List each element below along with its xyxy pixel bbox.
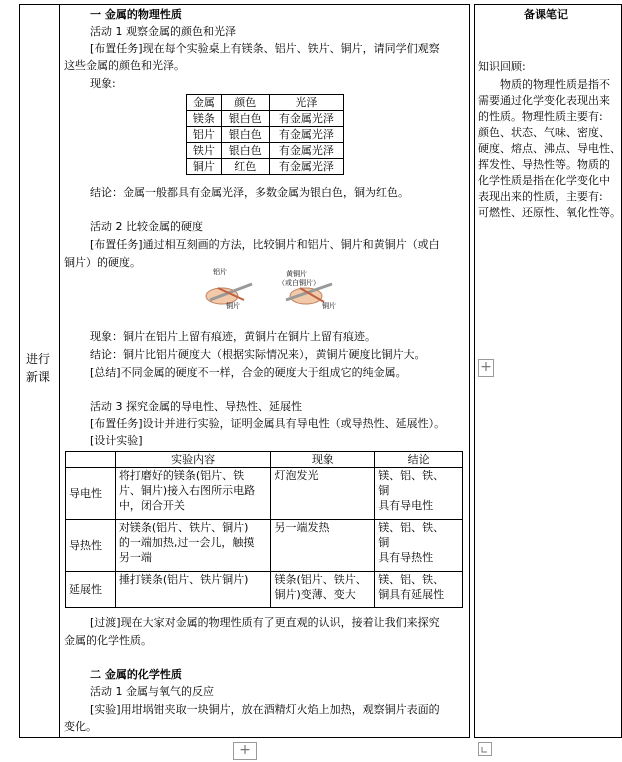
notes-line: 硬度、熔点、沸点、导电性、 bbox=[478, 142, 621, 155]
resize-handle-icon[interactable] bbox=[478, 742, 492, 756]
cell-line: 的一端加热,过一会儿，触摸 bbox=[118, 536, 255, 549]
table-header-row bbox=[187, 95, 344, 111]
activity1-task-cont: 这些金属的颜色和光泽。 bbox=[64, 59, 185, 72]
cell-line: 铜 bbox=[378, 536, 390, 549]
cell-line: 中，闭合开关 bbox=[118, 499, 185, 512]
table-row bbox=[66, 572, 463, 608]
phenomenon-label: 现象: bbox=[90, 77, 116, 90]
table-row bbox=[187, 111, 344, 127]
cell-line: 镁条(铝片、铁片、 bbox=[274, 573, 367, 586]
transition-text: [过渡]现在大家对金属的物理性质有了更直观的认识，接着让我们来探究 bbox=[90, 616, 440, 629]
activity3-design: [设计实验] bbox=[90, 434, 143, 447]
table-cell: 银白色 bbox=[221, 111, 269, 127]
cell-line: 铜片)变薄、变大 bbox=[274, 588, 356, 601]
table-cell bbox=[271, 520, 375, 572]
table-header: 实验内容 bbox=[115, 452, 271, 468]
figure-label-aluminum: 铝片 bbox=[213, 268, 227, 276]
table-cell: 镁条 bbox=[187, 111, 222, 127]
property-name: 延展性 bbox=[66, 572, 116, 608]
table-cell: 铜片 bbox=[187, 159, 222, 175]
activity1-title: 活动 1 观察金属的颜色和光泽 bbox=[90, 25, 236, 38]
activity2-conclusion: 结论：铜片比铝片硬度大（根据实际情况来），黄铜片硬度比铜片大。 bbox=[90, 348, 426, 361]
table-cell: 有金属光泽 bbox=[269, 127, 343, 143]
activity3-task: [布置任务]设计并进行实验，证明金属具有导电性（或导热性、延展性）。 bbox=[90, 417, 446, 430]
notes-line: 颜色、状态、气味、密度、 bbox=[478, 126, 610, 139]
cell-line: 铜 bbox=[378, 484, 390, 497]
notes-line: 挥发性、导热性等。物质的 bbox=[478, 158, 610, 171]
figure-label-copper: 铜片 bbox=[322, 302, 336, 310]
table-header bbox=[66, 452, 116, 468]
activity2-title: 活动 2 比较金属的硬度 bbox=[90, 220, 203, 233]
section1-title: 一 金属的物理性质 bbox=[90, 8, 182, 21]
property-experiment-table bbox=[65, 451, 463, 608]
notes-line: 的性质。物理性质主要有: bbox=[478, 110, 603, 123]
activity1-conclusion: 结论：金属一般都具有金属光泽，多数金属为银白色，铜为红色。 bbox=[90, 186, 409, 199]
notes-title: 备课笔记 bbox=[524, 8, 568, 21]
table-cell bbox=[271, 468, 375, 520]
table-cell: 铝片 bbox=[187, 127, 222, 143]
notes-line: 化学性质是指在化学变化中 bbox=[478, 174, 610, 187]
table-cell bbox=[115, 572, 271, 608]
table-header: 金属 bbox=[187, 95, 222, 111]
figure-label-brass: 黄铜片 bbox=[286, 270, 307, 278]
table-cell: 银白色 bbox=[221, 127, 269, 143]
table-cell bbox=[375, 468, 463, 520]
experiment-text: [实验]用坩埚钳夹取一块铜片，放在酒精灯火焰上加热，观察铜片表面的 bbox=[90, 703, 440, 716]
cell-line: 镁、铝、铁、 bbox=[378, 573, 445, 586]
property-name: 导电性 bbox=[66, 468, 116, 520]
cell-line: 镁、铝、铁、 bbox=[378, 521, 445, 534]
cell-line: 片、铜片)接入右图所示电路 bbox=[118, 484, 256, 497]
table-row bbox=[66, 520, 463, 572]
table-cell: 有金属光泽 bbox=[269, 111, 343, 127]
table-cell: 铁片 bbox=[187, 143, 222, 159]
notes-line: 可燃性、还原性、氧化性等。 bbox=[478, 206, 621, 219]
resize-icon bbox=[479, 743, 491, 755]
table-row bbox=[187, 159, 344, 175]
table-header: 光泽 bbox=[269, 95, 343, 111]
activity2-phenomenon: 现象：铜片在铝片上留有痕迹，黄铜片在铜片上留有痕迹。 bbox=[90, 330, 376, 343]
column-divider bbox=[59, 4, 60, 738]
cell-line: 捶打镁条(铝片、铁片铜片) bbox=[118, 573, 249, 586]
table-cell: 有金属光泽 bbox=[269, 143, 343, 159]
section2-title: 二 金属的化学性质 bbox=[90, 668, 182, 681]
table-header: 颜色 bbox=[221, 95, 269, 111]
table-row bbox=[66, 468, 463, 520]
property-name: 导热性 bbox=[66, 520, 116, 572]
activity2-task-cont: 铜片）的硬度。 bbox=[64, 256, 141, 269]
cell-line: 铜具有延展性 bbox=[378, 588, 445, 601]
cell-line: 灯泡发光 bbox=[274, 469, 319, 482]
table-header: 现象 bbox=[271, 452, 375, 468]
figure-label-whitecopper: （或白铜片） bbox=[278, 279, 320, 287]
activity2-task: [布置任务]通过相互刻画的方法，比较铜片和铝片、铜片和黄铜片（或白 bbox=[90, 238, 440, 251]
notes-line: 知识回顾: bbox=[478, 60, 526, 73]
table-cell bbox=[375, 572, 463, 608]
activity3-title: 活动 3 探究金属的导电性、导热性、延展性 bbox=[90, 400, 302, 413]
cell-line: 另一端发热 bbox=[274, 521, 330, 534]
cell-line: 对镁条(铝片、铁片、铜片) bbox=[118, 521, 249, 534]
figure-label-copper: 铜片 bbox=[226, 302, 240, 310]
table-row bbox=[187, 143, 344, 159]
section2-activity1-title: 活动 1 金属与氧气的反应 bbox=[90, 685, 214, 698]
table-header-row bbox=[66, 452, 463, 468]
notes-line: 需要通过化学变化表现出来 bbox=[478, 94, 610, 107]
cell-line: 将打磨好的镁条(铝片、铁 bbox=[118, 469, 245, 482]
table-header: 结论 bbox=[375, 452, 463, 468]
activity1-task: [布置任务]现在每个实验桌上有镁条、铝片、铁片、铜片，请同学们观察 bbox=[90, 42, 440, 55]
cell-line: 另一端 bbox=[118, 551, 152, 564]
section-label-line1: 进行 bbox=[26, 352, 51, 366]
experiment-text-cont: 变化。 bbox=[64, 720, 97, 733]
table-cell: 银白色 bbox=[221, 143, 269, 159]
transition-text-cont: 金属的化学性质。 bbox=[64, 634, 152, 647]
section-label-line2: 新课 bbox=[26, 370, 51, 384]
table-cell bbox=[115, 468, 271, 520]
table-row bbox=[187, 127, 344, 143]
table-cell bbox=[115, 520, 271, 572]
activity2-summary: [总结]不同金属的硬度不一样，合金的硬度大于组成它的纯金属。 bbox=[90, 366, 407, 379]
cell-line: 镁、铝、铁、 bbox=[378, 469, 445, 482]
cell-line: 具有导热性 bbox=[378, 551, 434, 564]
table-cell: 红色 bbox=[221, 159, 269, 175]
notes-line: 物质的物理性质是指不 bbox=[500, 78, 610, 91]
metal-color-table bbox=[186, 94, 344, 175]
table-cell bbox=[271, 572, 375, 608]
add-row-button[interactable]: + bbox=[478, 359, 494, 377]
cell-line: 具有导电性 bbox=[378, 499, 434, 512]
table-cell bbox=[375, 520, 463, 572]
notes-line: 表现出来的性质，主要有: bbox=[478, 190, 603, 203]
add-row-bottom-button[interactable]: + bbox=[233, 742, 257, 760]
table-cell: 有金属光泽 bbox=[269, 159, 343, 175]
